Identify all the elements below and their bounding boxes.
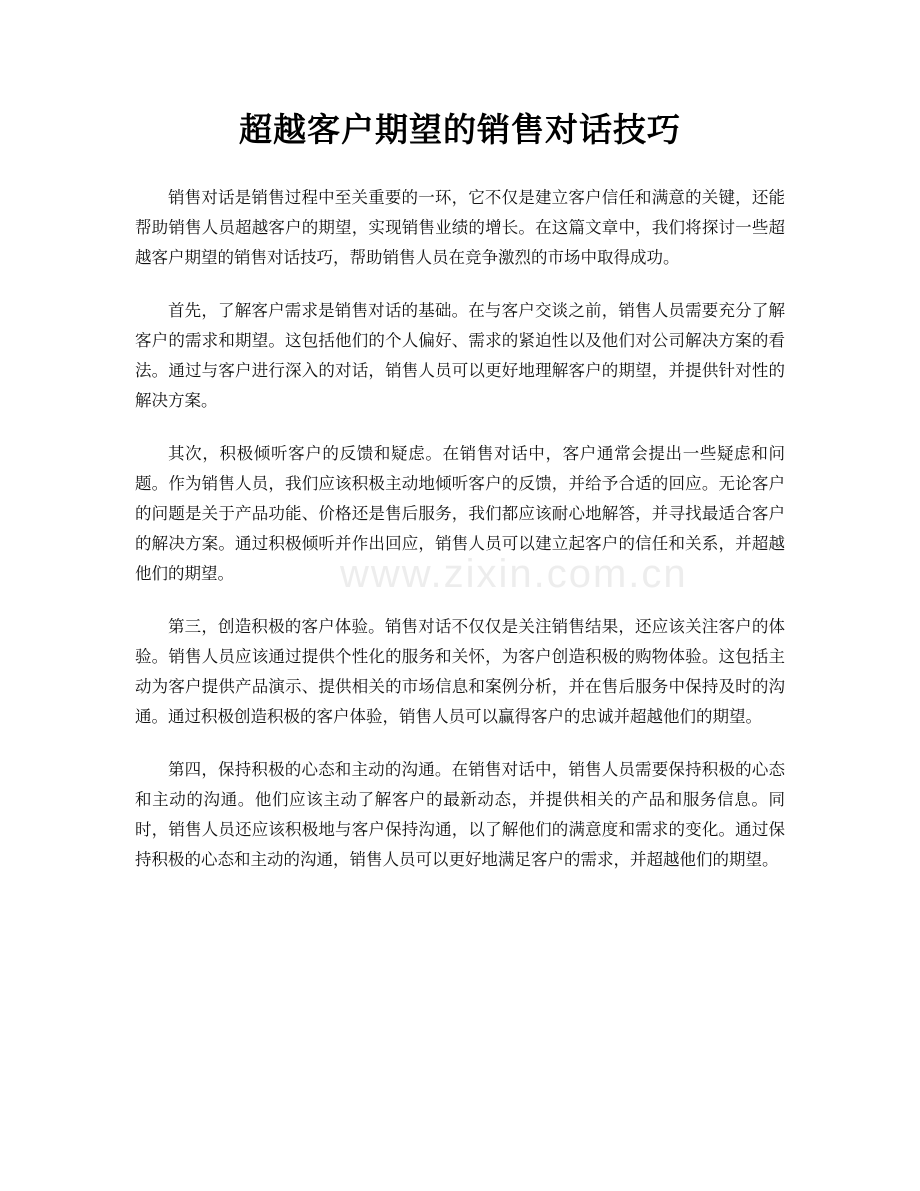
document-body xyxy=(135,183,785,898)
document-title: 超越客户期望的销售对话技巧 xyxy=(239,110,681,149)
watermark: www.zixin.com.cn xyxy=(340,552,688,596)
paragraph-intro: 销售对话是销售过程中至关重要的一环，它不仅是建立客户信任和满意的关键，还能帮助销售人员超越客户的期望，实现销售业绩的增长。在这篇文章中，我们将探讨一些超越客户期望的销售对话技巧，帮助销售人员在竞争激烈的市场中取得成功。 xyxy=(135,188,785,267)
paragraph-fourth: 第四，保持积极的心态和主动的沟通。在销售对话中，销售人员需要保持积极的心态和主动的沟通。他们应该主动了解客户的最新动态，并提供相关的产品和服务信息。同时，销售人员还应该积极地与客户保持沟通，以了解他们的满意度和需求的变化。通过保持积极的心态和主动的沟通，销售人员可以更好地满足客户的需求，并超越他们的期望。 xyxy=(135,760,785,869)
paragraph-third: 第三，创造积极的客户体验。销售对话不仅仅是关注销售结果，还应该关注客户的体验。销售人员应该通过提供个性化的服务和关怀，为客户创造积极的购物体验。这包括主动为客户提供产品演示、提供相关的市场信息和案例分析，并在售后服务中保持及时的沟通。通过积极创造积极的客户体验，销售人员可以赢得客户的忠诚并超越他们的期望。 xyxy=(135,617,785,726)
paragraph-second: 其次，积极倾听客户的反馈和疑虑。在销售对话中，客户通常会提出一些疑虑和问题。作为销售人员，我们应该积极主动地倾听客户的反馈，并给予合适的回应。无论客户的问题是关于产品功能、价格还是售后服务，我们都应该耐心地解答，并寻找最适合客户的解决方案。通过积极倾听并作出回应，销售人员可以建立起客户的信任和关系，并超越他们的期望。 xyxy=(135,444,785,583)
paragraph-first: 首先，了解客户需求是销售对话的基础。在与客户交谈之前，销售人员需要充分了解客户的需求和期望。这包括他们的个人偏好、需求的紧迫性以及他们对公司解决方案的看法。通过与客户进行深入的对话，销售人员可以更好地理解客户的期望，并提供针对性的解决方案。 xyxy=(135,301,785,410)
